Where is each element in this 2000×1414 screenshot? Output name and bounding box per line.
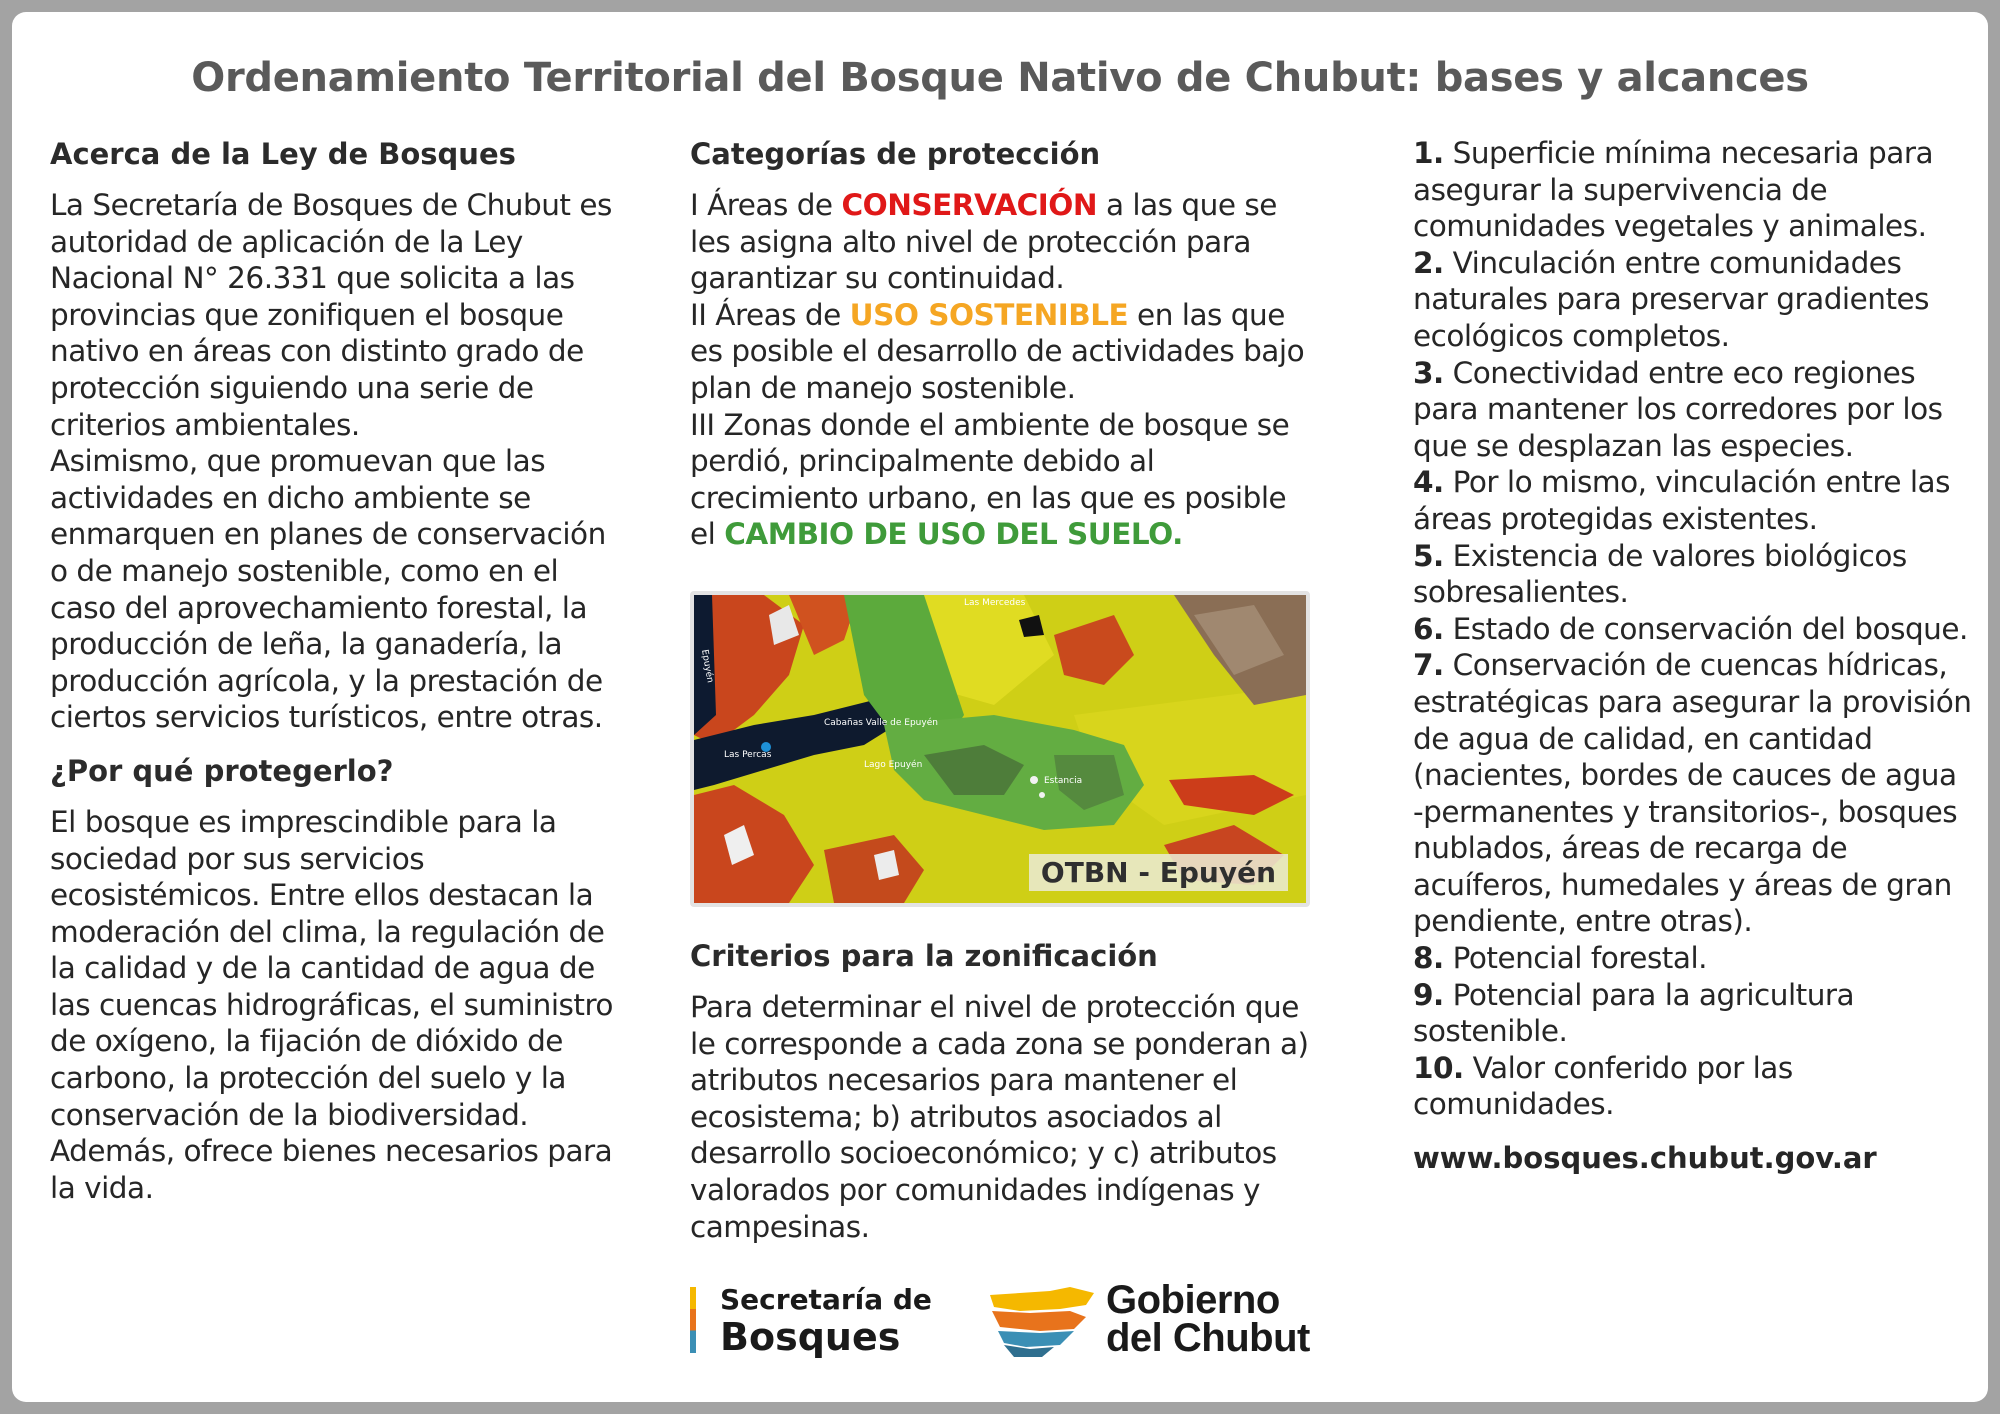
list-item: 10. Valor conferido por las comunidades. [1413,1050,1793,1122]
map-place-label: Epuyén [699,648,715,684]
list-item: 3. Conectividad entre eco regiones para mantener los corredores por los que se desplazan las especies. [1413,355,1943,463]
map-place-label: Las Percas [724,749,772,760]
categories-heading: Categorías de protección [690,137,1101,171]
list-item: 5. Existencia de valores biológicos sobresalientes. [1413,538,1907,610]
page-title: Ordenamiento Territorial del Bosque Nativo de Chubut: bases y alcances [191,55,1809,101]
list-item: 4. Por lo mismo, vinculación entre las áreas protegidas existentes. [1413,465,1951,536]
category-3: III Zonas donde el ambiente de bosque se perdió, principalmente debido al crecimiento urbano, en las que es posible el CAMBIO DE USO DEL SUELO. [690,407,1290,552]
criteria-paragraph: Para determinar el nivel de protección que le corresponde a cada zona se ponderan a) atributos necesarios para mantener el ecosistema; b) atributos asociados al desarrollo socioeconómico; y c) atributos valorados por comunidades indígenas y campesinas. [690,989,1309,1244]
keyword-conservacion: CONSERVACIÓN [841,188,1098,222]
list-item: 1. Superficie mínima necesaria para asegurar la supervivencia de comunidades vegetales y animales. [1413,136,1934,244]
list-item: 9. Potencial para la agricultura sostenible. [1413,977,1855,1049]
about-paragraph-2: Asimismo, que promuevan que las actividades en dicho ambiente se enmarquen en planes de conservación o de manejo sostenible, como en el caso del aprovechamiento forestal, la producción de leña, la ganadería, la producción agrícola, y la prestación de ciertos servicios turísticos, entre otras. [50,444,606,735]
otbn-map [690,591,1310,907]
keyword-cambio-uso: CAMBIO DE USO DEL SUELO [724,517,1173,552]
about-paragraph-1: La Secretaría de Bosques de Chubut es autoridad de aplicación de la Ley Nacional N° 26.331 que solicita a las provincias que zonifiquen el bosque nativo en áreas con distinto grado de protección siguiendo una serie de criterios ambientales. [50,188,612,442]
map-caption: OTBN - Epuyén [1029,854,1288,891]
criteria-heading: Criterios para la zonificación [690,938,1158,973]
list-item: 6. Estado de conservación del bosque. [1413,611,1968,646]
map-place-label: Estancia [1044,775,1083,786]
gobierno-chubut-logo: Gobierno del Chubut [990,1283,1320,1363]
column-middle [690,135,1310,1363]
column-right [1413,135,1973,1175]
list-item: 8. Potencial forestal. [1413,941,1708,976]
column-left [50,135,630,1206]
map-place-label: Las Mercedes [964,597,1026,608]
category-2: II Áreas de USO SOSTENIBLE en las que es posible el desarrollo de actividades bajo plan de manejo sostenible. [690,297,1305,405]
why-heading: ¿Por qué protegerlo? [50,753,394,788]
why-paragraph: El bosque es imprescindible para la sociedad por sus servicios ecosistémicos. Entre ellos destacan la moderación del clima, la regulación de la calidad y de la cantidad de agua de las cuencas hidrográficas, el suministro de oxígeno, la fijación de dióxido de carbono, la protección del suelo y la conservación de la biodiversidad. Además, ofrece bienes necesarios para la vida. [50,804,613,1205]
about-heading: Acerca de la Ley de Bosques [50,137,516,171]
map-place-label: Lago Epuyén [864,759,923,770]
website-link[interactable]: www.bosques.chubut.gov.ar [1413,1141,1877,1176]
list-item: 2. Vinculación entre comunidades naturales para preservar gradientes ecológicos completos. [1413,245,1930,353]
map-place-label: Cabañas Valle de Epuyén [824,717,938,728]
criteria-list [1413,135,1973,1123]
list-item: 7. Conservación de cuencas hídricas, estratégicas para asegurar la provisión de agua de calidad, en cantidad (nacientes, bordes de cauces de agua -permanentes y transitorios-, bosques nublados, áreas de recarga de acuíferos, humedales y áreas de gran pendiente, entre otras). [1413,648,1972,939]
chubut-emblem-icon [990,1287,1096,1357]
logo-color-bar [690,1287,696,1353]
keyword-uso-sostenible: USO SOSTENIBLE [849,297,1129,332]
logos-row: Secretaría de Bosques Gobierno del Chubut [690,1283,1310,1363]
category-1: I Áreas de CONSERVACIÓN a las que se les asigna alto nivel de protección para garantizar su continuidad. [690,188,1277,296]
